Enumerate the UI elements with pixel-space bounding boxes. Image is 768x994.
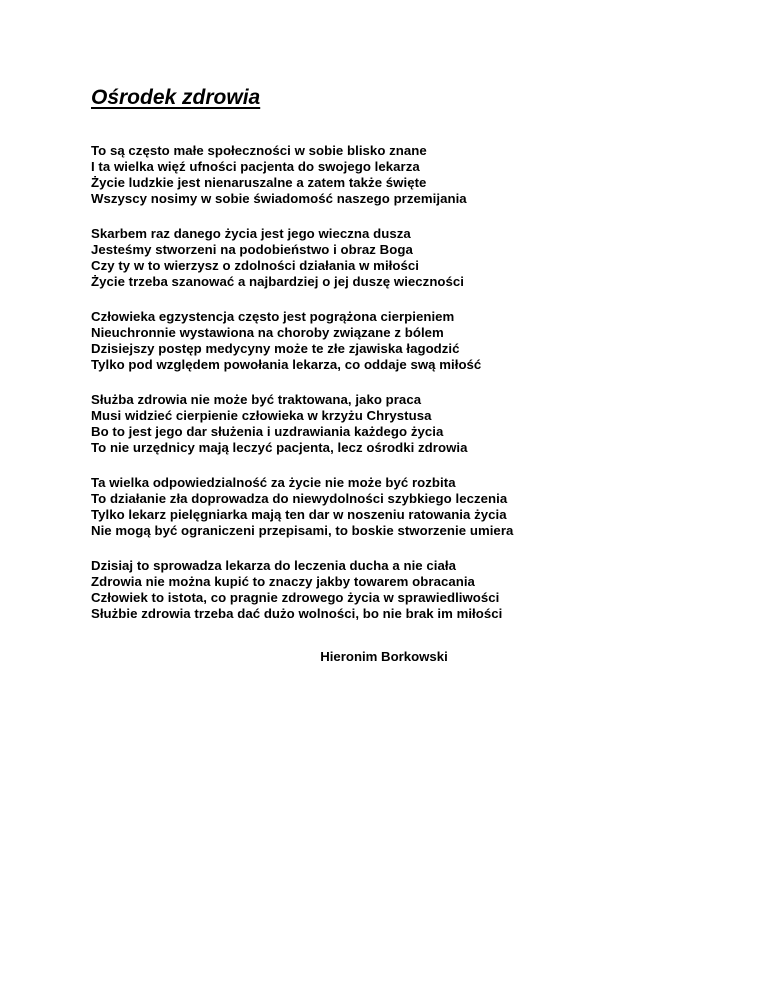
poem-body — [91, 143, 731, 641]
poem-line: I ta wielka więź ufności pacjenta do swojego lekarza — [91, 159, 420, 174]
poem-line: Wszyscy nosimy w sobie świadomość naszego przemijania — [91, 191, 467, 206]
poem-line: Dzisiejszy postęp medycyny może te złe zjawiska łagodzić — [91, 341, 460, 356]
stanza-5 — [91, 475, 731, 539]
stanza-6 — [91, 558, 731, 622]
poem-line: Tylko pod względem powołania lekarza, co oddaje swą miłość — [91, 357, 482, 372]
poem-line: Skarbem raz danego życia jest jego wieczna dusza — [91, 226, 411, 241]
poem-line: To nie urzędnicy mają leczyć pacjenta, lecz ośrodki zdrowia — [91, 440, 468, 455]
poem-line: Służba zdrowia nie może być traktowana, jako praca — [91, 392, 422, 407]
poem-line: Życie ludzkie jest nienaruszalne a zatem także święte — [91, 175, 427, 190]
poem-line: Dzisiaj to sprowadza lekarza do leczenia ducha a nie ciała — [91, 558, 456, 573]
poem-title: Ośrodek zdrowia — [91, 86, 261, 109]
poem-line: Człowieka egzystencja często jest pogrążona cierpieniem — [91, 309, 455, 324]
poem-line: Musi widzieć cierpienie człowieka w krzyżu Chrystusa — [91, 408, 432, 423]
poem-line: Służbie zdrowia trzeba dać dużo wolności, bo nie brak im miłości — [91, 606, 503, 621]
poem-line: To działanie zła doprowadza do niewydolności szybkiego leczenia — [91, 491, 508, 506]
poem-line: Nieuchronnie wystawiona na choroby związane z bólem — [91, 325, 444, 340]
poem-line: Życie trzeba szanować a najbardziej o jej duszę wieczności — [91, 274, 465, 289]
poem-line: Człowiek to istota, co pragnie zdrowego życia w sprawiedliwości — [91, 590, 500, 605]
stanza-4 — [91, 392, 731, 456]
poem-line: Zdrowia nie można kupić to znaczy jakby towarem obracania — [91, 574, 475, 589]
stanza-3 — [91, 309, 731, 373]
poem-line: Nie mogą być ograniczeni przepisami, to boskie stworzenie umiera — [91, 523, 514, 538]
poem-line: Tylko lekarz pielęgniarka mają ten dar w noszeniu ratowania życia — [91, 507, 507, 522]
poem-line: Ta wielka odpowiedzialność za życie nie może być rozbita — [91, 475, 456, 490]
poem-line: Bo to jest jego dar służenia i uzdrawiania każdego życia — [91, 424, 444, 439]
stanza-1 — [91, 143, 731, 207]
author-signature: Hieronim Borkowski — [320, 649, 448, 664]
poem-line: Jesteśmy stworzeni na podobieństwo i obraz Boga — [91, 242, 413, 257]
poem-line: Czy ty w to wierzysz o zdolności działania w miłości — [91, 258, 419, 273]
poem-line: To są często małe społeczności w sobie blisko znane — [91, 143, 427, 158]
stanza-2 — [91, 226, 731, 290]
